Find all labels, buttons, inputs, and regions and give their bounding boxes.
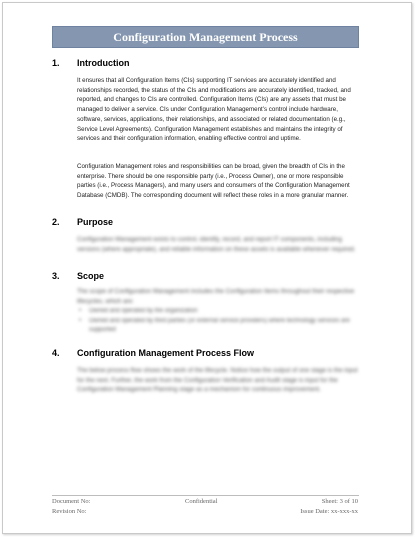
footer-revision-no: Revision No: <box>52 508 87 515</box>
list-item: • Owned and operated by third parties (or external service providers) where technology services are supported <box>77 317 360 336</box>
list-item: • Owned and operated by the organization <box>77 307 360 317</box>
document-page <box>2 2 412 534</box>
section-title: Introduction <box>77 58 130 68</box>
scope-paragraph: The scope of Configuration Management includes the Configuration Items throughout their respective lifecycles, which are: <box>77 288 355 305</box>
section-number: 3. <box>52 271 60 281</box>
section-number: 4. <box>52 348 60 358</box>
section-number: 2. <box>52 217 60 227</box>
section-title: Configuration Management Process Flow <box>77 348 255 358</box>
footer-sheet: Sheet: 3 of 10 <box>321 498 358 505</box>
scope-bullet-list <box>77 307 360 336</box>
document-title: Configuration Management Process <box>52 26 359 48</box>
footer-document-no: Document No: <box>52 498 91 505</box>
process-flow-paragraph: The below process flow shows the work of the lifecycle. Notice how the output of one stage is the input for the next. Further, the work from the Configuration Verification and Audit stage is input for the Configuration Management Planning stage as a mechanism for continuous improvement. <box>77 367 358 394</box>
intro-paragraph-2: Configuration Management roles and responsibilities can be broad, given the breadth of CIs in the enterprise. There should be one responsible party (i.e., Process Owner), one or more responsible parties (i.e., Process Managers), and many users and consumers of the Configuration Management Database (CMDB). The corresponding document will reflect these roles in a more granular manner. <box>77 163 350 200</box>
section-title: Scope <box>77 271 105 281</box>
footer-divider <box>52 495 359 496</box>
purpose-paragraph: Configuration Management exists to control, identify, record, and report IT components, including versions (where appropriate), and reliable information on these assets is available whenever required. <box>77 236 356 253</box>
footer-issue-date: Issue Date: xx-xxx-xx <box>300 508 358 515</box>
footer-confidential: Confidential <box>185 498 218 505</box>
section-title: Purpose <box>77 217 114 227</box>
section-number: 1. <box>52 58 60 68</box>
intro-paragraph-1: It ensures that all Configuration Items (CIs) supporting IT services are accurately identified and relationships recorded, the status of the CIs and modifications are accurately identified, tracked, and reported, and changes to CIs are controlled. Configuration Items (CIs) are any assets that must be managed to deliver a service. CIs under Configuration Management’s control include hardware, software, services, applications, their relationships, and associated or related documentation (e.g., Service Level Agreements). Configuration Management establishes and maintains the integrity of services and their configuration information, enabling effective control and uptime. <box>77 77 351 143</box>
